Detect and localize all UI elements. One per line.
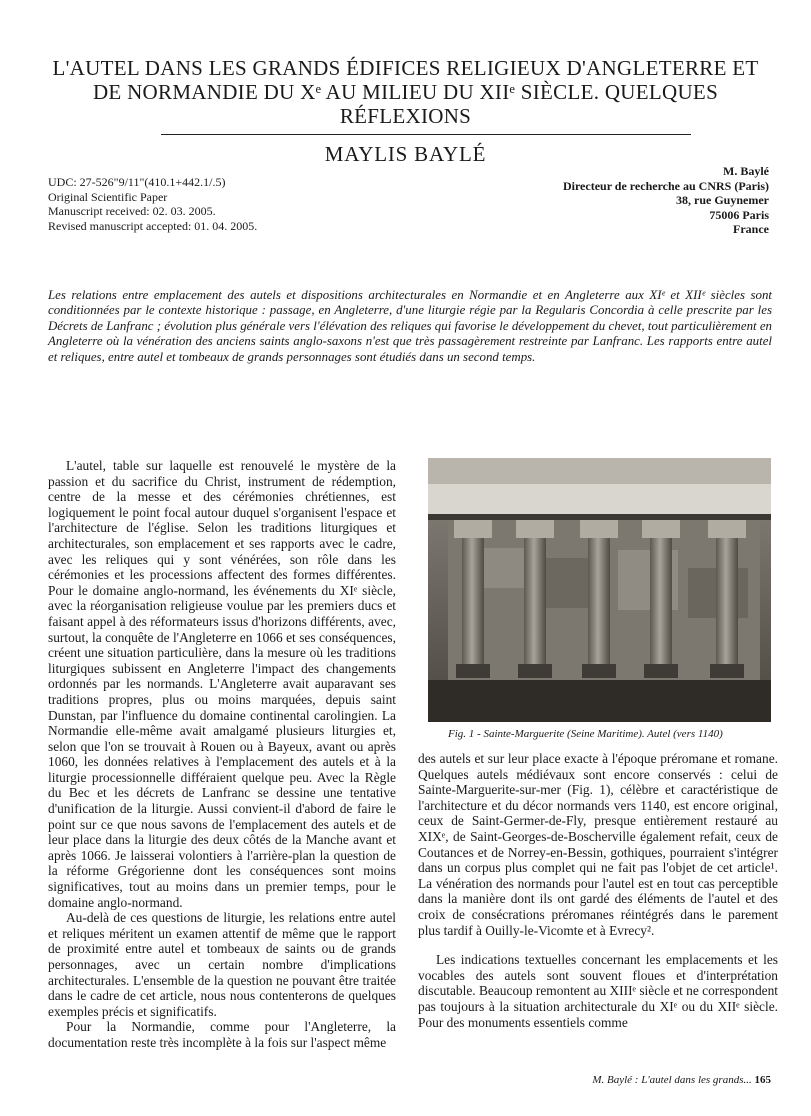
address-position: Directeur de recherche au CNRS (Paris): [562, 178, 769, 193]
left-column: [48, 458, 396, 1051]
paragraph-2: Au-delà de ces questions de liturgie, les relations entre autel et reliques méritent un examen attentif de même que le rapport de proximité entre autel et tombeaux de saints ou de grands personnages, avec un certain nombre d'implications architecturales. L'ensemble de la question ne pouvant être traitée dans le cadre de cet article, nous nous contenterons de quelques exemples précis et significatifs.: [48, 910, 396, 1019]
paragraph-4: des autels et sur leur place exacte à l'époque préromane et romane. Quelques autels médiévaux sont encore conservés : celui de Sainte-Marguerite-sur-mer (Fig. 1), célèbre et caractéristique de l'architecture et du décor normands vers 1140, est encore original, ceux de Saint-Germer-de-Fly, presque entièrement restauré au XIXᵉ, de Saint-Georges-de-Boscherville également refait, ceux de Coutances et de Norrey-en-Bessin, gothiques, pourraient s'intégrer dans un corpus plus complet qui ne fait pas l'objet de cet article¹. La vénération des normands pour l'autel est en tout cas perceptible dans la manière dont ils ont gardé des éléments de l'autel et des croix de consécrations préromanes réintégrés dans le parement plus tardif à Ouilly-le-Vicomte et à Evrecy².: [418, 751, 778, 938]
accepted-date: Revised manuscript accepted: 01. 04. 2005.: [48, 218, 258, 233]
figure-caption: Fig. 1 - Sainte-Marguerite (Seine Maritime). Autel (vers 1140): [448, 728, 723, 740]
address-street: 38, rue Guynemer: [676, 193, 769, 207]
udc-code: UDC: 27-526"9/11"(410.1+442.1/.5): [48, 175, 226, 189]
page-footer: [592, 1074, 771, 1086]
paragraph-5: Les indications textuelles concernant les emplacements et les vocables des autels sont souvent floues et d'interprétation discutable. Beaucoup remontent au XIIIᵉ siècle et ne correspondent pas toujours à la situation architecturale du XIᵉ ou du XIIᵉ siècle. Pour des monuments essentiels comme: [418, 952, 779, 1030]
received-date: Manuscript received: 02. 03. 2005.: [48, 204, 216, 218]
right-column: [418, 751, 778, 1030]
paper-type: Original Scientific Paper: [48, 189, 168, 204]
article-metadata: [48, 175, 257, 233]
address-city: 75006 Paris: [709, 207, 769, 222]
address-name: M. Baylé: [723, 164, 769, 178]
title-line-3: RÉFLEXIONS: [339, 104, 472, 128]
title-line-1: L'AUTEL DANS LES GRANDS ÉDIFICES RELIGIEUX D'ANGLETERRE ET: [52, 56, 759, 80]
altar-photograph: [428, 458, 771, 722]
title-divider: [161, 134, 691, 135]
address-country: France: [733, 222, 769, 236]
page-number: 165: [754, 1074, 771, 1086]
title-line-2: DE NORMANDIE DU Xᵉ AU MILIEU DU XIIᵉ SIÈCLE. QUELQUES: [92, 80, 719, 104]
running-title: M. Baylé : L'autel dans les grands...: [592, 1074, 752, 1086]
author-name: MAYLIS BAYLÉ: [324, 142, 487, 166]
abstract: Les relations entre emplacement des autels et dispositions architecturales en Normandie et en Angleterre aux XIᵉ et XIIᵉ siècles sont conditionnées par le contexte historique : passage, en Angleterre, d'une liturgie régie par la Regularis Concordia à celle prescrite par les Décrets de Lanfranc ; évolution plus générale vers l'élévation des reliques qui favorise le développement du chevet, tout particulièrement en Angleterre où la vénération des anciens saints anglo-saxons n'est que très passagèrement restreinte par Lanfranc. Les rapports entre autel et reliques, entre autel et tombeaux de grands personnages sont étudiés dans un second temps.: [48, 288, 772, 364]
paragraph-3: Pour la Normandie, comme pour l'Angleterre, la documentation reste très incomplète à la fois sur l'aspect même: [48, 1019, 396, 1050]
article-title: [40, 56, 771, 128]
altar-illustration: [428, 458, 771, 722]
author-address: [563, 164, 769, 237]
paragraph-1: L'autel, table sur laquelle est renouvelé le mystère de la passion et du sacrifice du Christ, instrument de rédemption, centre de la messe et des cérémonies chrétiennes, est logiquement le point focal autour duquel s'organisent l'espace et l'architecture de l'église. Selon les traditions liturgiques et architecturales, son emplacement et ses rapports avec le cadre, avec les reliques qui y sont vénérées, son rôle dans les cérémonies et les processions affectent des formes différentes. Pour le domaine anglo-normand, les événements du XIᵉ siècle, avec la réorganisation religieuse voulue par les premiers ducs et faisant appel à des réformateurs issus d'horizons différents, avec, surtout, la conquête de l'Angleterre en 1066 et ses conséquences, créent une situation particulière, dans la mesure où les traditions liturgiques subissent en Angleterre l'impact des changements ordonnés par les normands. L'Angleterre avait auparavant ses traditions propres, plus ou moins marquées, depuis saint Dunstan, par l'influence du domaine continental carolingien. La Normandie elle-même avait amalgamé plusieurs liturgies et, selon que l'on se trouvait à Rouen ou à Bayeux, avant ou après 1060, les données relatives à l'emplacement des autels et à la liturgie processionnelle différaient quelque peu. Avec la Règle du Bec et les décrets de Lanfranc se dessine une tentative d'unification de la liturgie. Aussi convient-il d'abord de faire le point sur ce que nous savons de l'emplacement des autels et de leur place dans la liturgie des deux côtés de la Manche avant et après 1066. Je laisserai volontiers à l'arrière-plan la question de la réforme Grégorienne dont les conséquences sont moins significatives, tout au moins dans un premier temps, pour le domaine anglo-normand.: [48, 458, 396, 910]
